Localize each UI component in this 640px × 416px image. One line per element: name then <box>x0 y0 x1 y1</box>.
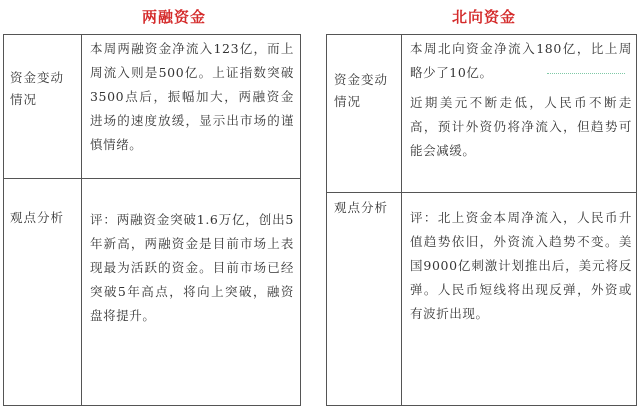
right-table-row-separator <box>327 192 636 193</box>
right-row2-label <box>334 197 398 219</box>
left-table-row-separator <box>4 178 300 179</box>
right-row1-label-line2: 情况 <box>334 94 362 109</box>
left-row2-content: 评：两融资金突破1.6万亿，创出5年新高，两融资金是目前市场上表现最为活跃的资金。目前市场已经突破5年高点，将向上突破，融资盘将提升。 <box>90 212 294 323</box>
left-row1-label <box>10 67 78 111</box>
left-table-divider <box>81 35 82 405</box>
right-row1-paragraph-2: 近期美元不断走低，人民币不断走高，预计外资仍将净流入，但趋势可能会减缓。 <box>410 95 632 158</box>
right-row2-label-line1: 观点分析 <box>334 200 389 215</box>
right-row1-paragraph-1: 本周北向资金净流入180亿，比上周略少了10亿。 <box>410 41 632 80</box>
left-table-title: 两融资金 <box>142 8 207 26</box>
right-table <box>326 34 637 406</box>
accent-dotted-line <box>547 73 625 74</box>
right-row1-label <box>334 69 398 113</box>
left-row2-label <box>10 207 78 229</box>
right-table-divider <box>401 35 402 405</box>
left-row1-label-line2: 情况 <box>10 92 38 107</box>
right-row1-label-line1: 资金变动 <box>334 72 389 87</box>
left-table <box>3 34 301 406</box>
right-row2-content: 评：北上资金本周净流入，人民币升值趋势依旧，外资流入趋势不变。美国9000亿刺激计划推出后，美元将反弹。人民币短线将出现反弹，外资或有波折出现。 <box>410 210 632 321</box>
right-row1-content <box>410 37 632 163</box>
left-row1-label-line1: 资金变动 <box>10 70 65 85</box>
left-row2-label-line1: 观点分析 <box>10 210 65 225</box>
left-row1-content: 本周两融资金净流入123亿，而上周流入则是500亿。上证指数突破3500点后，振幅加大，两融资金进场的速度放缓，显示出市场的谨慎情绪。 <box>90 41 294 152</box>
right-table-title: 北向资金 <box>452 8 517 26</box>
